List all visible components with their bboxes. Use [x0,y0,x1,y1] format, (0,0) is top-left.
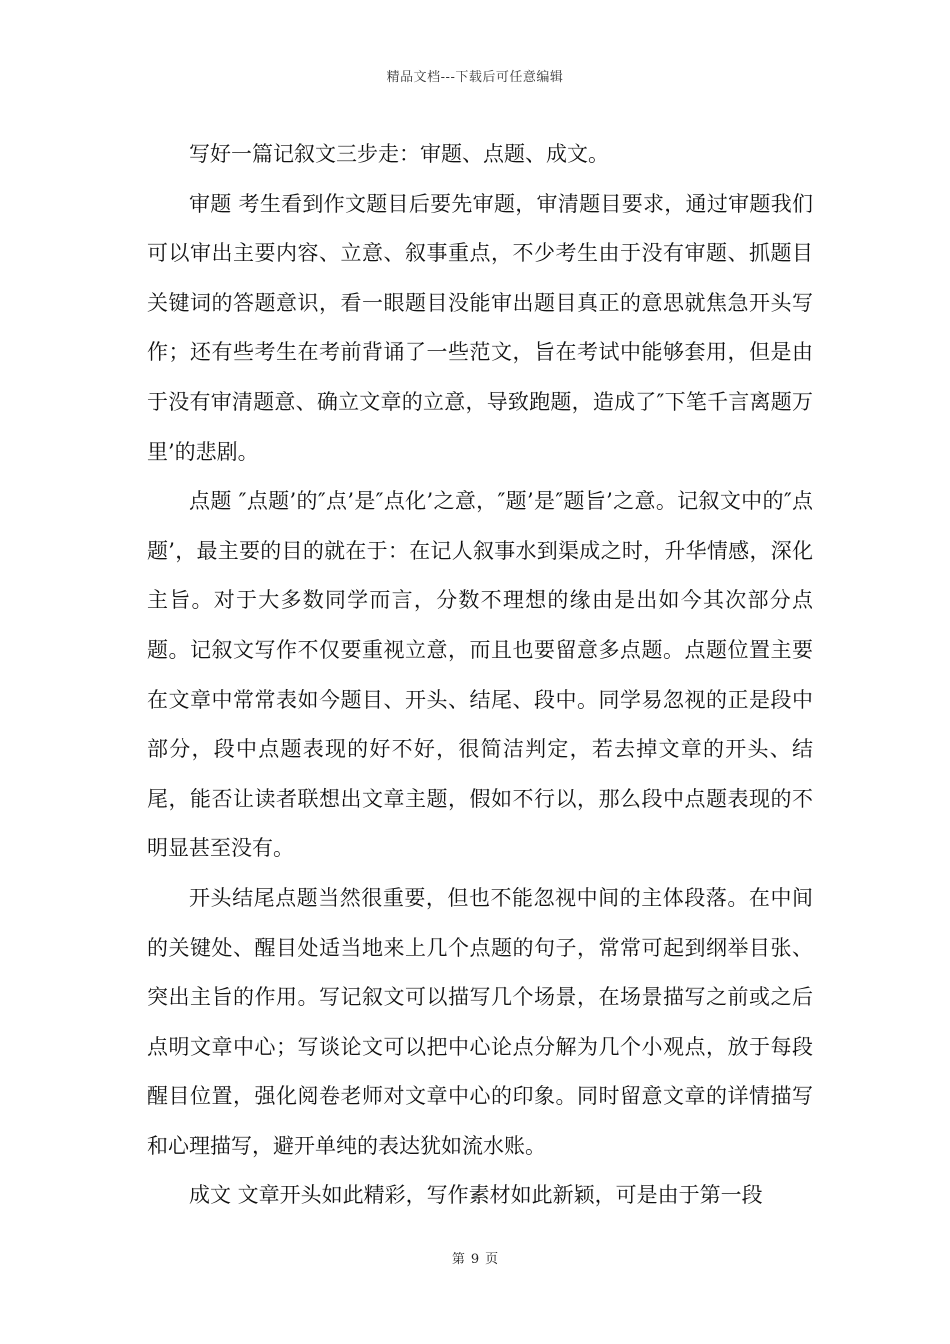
paragraph-chengwen: 成文 文章开头如此精彩，写作素材如此新颖，可是由于第一段 [189,1183,763,1208]
page-footer [0,1248,950,1267]
paragraph-shenti: 审题 考生看到作文题目后要先审题，审清题目要求，通过审题我们可以审出主要内容、立意、叙事重点，不少考生由于没有审题、抓题目关键词的答题意识，看一眼题目没能审出题目真正的意思就焦急开头写作；还有些考生在考前背诵了一些范文，旨在考试中能够套用，但是由于没有审清题意、确立文章的立意，导致跑题，造成了″下笔千言离题万里’的悲剧。 [147,191,813,464]
page-label-prefix: 第 [451,1252,465,1267]
paragraph-intro: 写好一篇记叙文三步走：审题、点题、成文。 [189,142,609,166]
page-header: 精品文档---下载后可任意编辑 [386,70,564,85]
page-label-suffix: 页 [485,1252,499,1267]
document-body [147,130,813,1221]
paragraph-dianti: 点题 ″点题’的″点’是″点化’之意，″题’是″题旨’之意。记叙文中的″点题’，最主要的目的就在于：在记人叙事水到渠成之时，升华情感，深化主旨。对于大多数同学而言，分数不理想的缘由是出如今其次部分点题。记叙文写作不仅要重视立意，而且也要留意多点题。点题位置主要在文章中常常表如今题目、开头、结尾、段中。同学易忽视的正是段中部分，段中点题表现的好不好，很简洁判定，若去掉文章的开头、结尾，能否让读者联想出文章主题，假如不行以，那么段中点题表现的不明显甚至没有。 [147,489,813,861]
paragraph-kaitou-jiewei: 开头结尾点题当然很重要，但也不能忽视中间的主体段落。在中间的关键处、醒目处适当地来上几个点题的句子，常常可起到纲举目张、突出主旨的作用。写记叙文可以描写几个场景，在场景描写之前或之后点明文章中心；写谈论文可以把中心论点分解为几个小观点，放于每段醒目位置，强化阅卷老师对文章中心的印象。同时留意文章的详情描写和心理描写，避开单纯的表达犹如流水账。 [147,885,813,1158]
page-number: 9 [470,1252,480,1267]
